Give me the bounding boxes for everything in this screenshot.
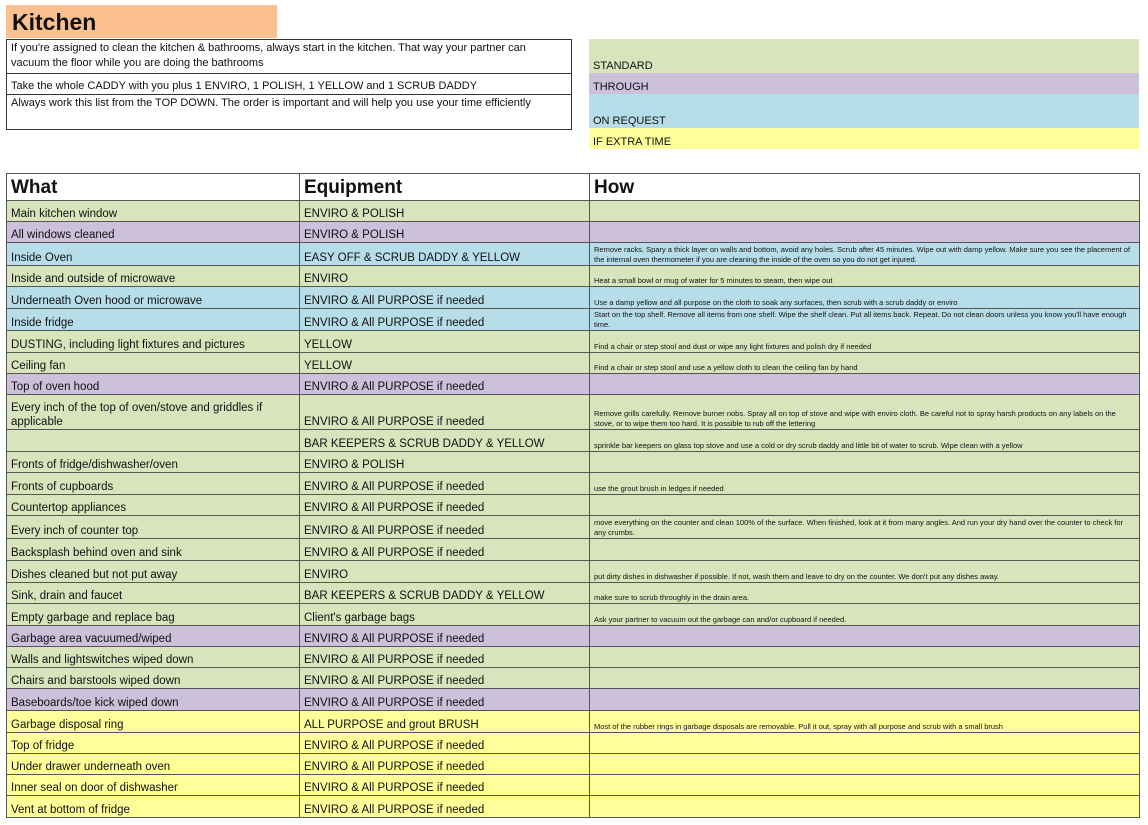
table-row <box>7 331 1140 353</box>
cell-equipment: ENVIRO & All PURPOSE if needed <box>300 733 590 754</box>
cell-how <box>590 733 1140 754</box>
cell-what: Baseboards/toe kick wiped down <box>7 689 300 711</box>
cell-what: Every inch of counter top <box>7 516 300 539</box>
cell-how: make sure to scrub throughly in the drain area. <box>590 583 1140 604</box>
cell-how: Find a chair or step stool and dust or wipe any light fixtures and polish dry if needed <box>590 331 1140 353</box>
cell-equipment: ENVIRO & All PURPOSE if needed <box>300 689 590 711</box>
cell-what: Every inch of the top of oven/stove and griddles if applicable <box>7 395 300 430</box>
cell-equipment: YELLOW <box>300 353 590 374</box>
cell-how <box>590 754 1140 775</box>
cell-equipment: ENVIRO & POLISH <box>300 222 590 243</box>
cell-equipment: Client's garbage bags <box>300 604 590 626</box>
table-row <box>7 561 1140 583</box>
cell-how <box>590 495 1140 516</box>
cell-equipment: ENVIRO <box>300 561 590 583</box>
cell-what: DUSTING, including light fixtures and pictures <box>7 331 300 353</box>
cell-equipment: ENVIRO <box>300 266 590 287</box>
intro-note: If you're assigned to clean the kitchen & bathrooms, always start in the kitchen. That way your partner can vacuum the floor while you are doing the bathrooms <box>7 40 571 74</box>
cell-how <box>590 668 1140 689</box>
intro-note: Take the whole CADDY with you plus 1 ENVIRO, 1 POLISH, 1 YELLOW and 1 SCRUB DADDY <box>7 74 571 95</box>
cell-equipment: ENVIRO & All PURPOSE if needed <box>300 473 590 495</box>
cell-how: Start on the top shelf. Remove all items from one shelf. Wipe the shelf clean. Put all items back. Repeat. Do not clean doors unless you know you'll have enough time. <box>590 309 1140 331</box>
cell-what: Inside fridge <box>7 309 300 331</box>
table-row <box>7 626 1140 647</box>
cell-how <box>590 689 1140 711</box>
cell-equipment: ENVIRO & All PURPOSE if needed <box>300 374 590 395</box>
cell-what: Inside and outside of microwave <box>7 266 300 287</box>
table-row <box>7 711 1140 733</box>
table-row <box>7 796 1140 818</box>
table-row <box>7 733 1140 754</box>
cell-what: Vent at bottom of fridge <box>7 796 300 818</box>
cell-how: sprinkle bar keepers on glass top stove and use a cold or dry scrub daddy and little bit of water to scrub. Wipe clean with a yellow <box>590 430 1140 452</box>
cell-what: Chairs and barstools wiped down <box>7 668 300 689</box>
cell-what: Sink, drain and faucet <box>7 583 300 604</box>
legend-on-request: ON REQUEST <box>589 94 1139 128</box>
cell-equipment: ALL PURPOSE and grout BRUSH <box>300 711 590 733</box>
legend-standard: STANDARD <box>589 39 1139 73</box>
table-row <box>7 754 1140 775</box>
color-legend <box>589 39 1139 149</box>
table-row <box>7 430 1140 452</box>
cell-what: Garbage disposal ring <box>7 711 300 733</box>
header-equipment: Equipment <box>300 174 590 201</box>
cell-what: Inside Oven <box>7 243 300 266</box>
cell-what: Garbage area vacuumed/wiped <box>7 626 300 647</box>
cell-what: Top of oven hood <box>7 374 300 395</box>
cell-how <box>590 626 1140 647</box>
cell-what: Dishes cleaned but not put away <box>7 561 300 583</box>
cell-equipment: ENVIRO & All PURPOSE if needed <box>300 395 590 430</box>
cell-what: Fronts of cupboards <box>7 473 300 495</box>
legend-if-extra-time: IF EXTRA TIME <box>589 128 1139 149</box>
cell-equipment: ENVIRO & All PURPOSE if needed <box>300 309 590 331</box>
table-row <box>7 353 1140 374</box>
cell-how: Use a damp yellow and all purpose on the cloth to soak any surfaces, then scrub with a scrub daddy or enviro <box>590 287 1140 309</box>
cell-equipment: ENVIRO & All PURPOSE if needed <box>300 796 590 818</box>
cell-how <box>590 796 1140 818</box>
cell-equipment: ENVIRO & All PURPOSE if needed <box>300 539 590 561</box>
page-title: Kitchen <box>6 5 277 38</box>
header-what: What <box>7 174 300 201</box>
cell-what: Inner seal on door of dishwasher <box>7 775 300 796</box>
intro-note: Always work this list from the TOP DOWN. The order is important and will help you use your time efficiently <box>7 95 571 130</box>
cell-what: All windows cleaned <box>7 222 300 243</box>
cell-what: Top of fridge <box>7 733 300 754</box>
cell-what: Fronts of fridge/dishwasher/oven <box>7 452 300 473</box>
cell-equipment: ENVIRO & POLISH <box>300 201 590 222</box>
cell-how: move everything on the counter and clean 100% of the surface. When finished, look at it from many angles. And run your dry hand over the counter to check for any crumbs. <box>590 516 1140 539</box>
cell-what: Ceiling fan <box>7 353 300 374</box>
table-row <box>7 309 1140 331</box>
table-row <box>7 604 1140 626</box>
table-row <box>7 516 1140 539</box>
cell-what <box>7 430 300 452</box>
cell-what: Underneath Oven hood or microwave <box>7 287 300 309</box>
cell-what: Countertop appliances <box>7 495 300 516</box>
table-row <box>7 775 1140 796</box>
cell-what: Empty garbage and replace bag <box>7 604 300 626</box>
table-row <box>7 539 1140 561</box>
table-row <box>7 689 1140 711</box>
cell-what: Under drawer underneath oven <box>7 754 300 775</box>
table-row <box>7 668 1140 689</box>
table-row <box>7 452 1140 473</box>
table-row <box>7 266 1140 287</box>
cell-how: put dirty dishes in dishwasher if possible. If not, wash them and leave to dry on the counter. We don't put any dishes away. <box>590 561 1140 583</box>
table-row <box>7 395 1140 430</box>
intro-notes <box>6 39 572 130</box>
cell-how <box>590 222 1140 243</box>
cell-equipment: ENVIRO & All PURPOSE if needed <box>300 668 590 689</box>
cell-equipment: ENVIRO & POLISH <box>300 452 590 473</box>
cell-how: Ask your partner to vacuum out the garbage can and/or cupboard if needed. <box>590 604 1140 626</box>
table-row <box>7 374 1140 395</box>
cell-equipment: ENVIRO & All PURPOSE if needed <box>300 754 590 775</box>
cell-equipment: YELLOW <box>300 331 590 353</box>
cell-equipment: EASY OFF & SCRUB DADDY & YELLOW <box>300 243 590 266</box>
cell-how: use the grout brush in ledges if needed <box>590 473 1140 495</box>
cell-equipment: ENVIRO & All PURPOSE if needed <box>300 495 590 516</box>
cell-equipment: ENVIRO & All PURPOSE if needed <box>300 647 590 668</box>
cell-what: Backsplash behind oven and sink <box>7 539 300 561</box>
cell-how: Remove grills carefully. Remove burner nobs. Spray all on top of stove and wipe with enviro cloth. Be careful not to spray harsh products on any labels on the stove, or to wipe them too hard. It is possible to rub off the lettering <box>590 395 1140 430</box>
cell-equipment: ENVIRO & All PURPOSE if needed <box>300 775 590 796</box>
cell-how: Remove racks. Spary a thick layer on walls and bottom, avoid any holes. Scrub after 45 minutes. Wipe out with damp yellow. Make sure you see the placement of the internal oven thermometer if you are cleaning the inside of the oven so you do not get injured. <box>590 243 1140 266</box>
cell-how <box>590 374 1140 395</box>
cell-equipment: ENVIRO & All PURPOSE if needed <box>300 626 590 647</box>
task-table <box>6 173 1140 818</box>
table-row <box>7 287 1140 309</box>
table-row <box>7 495 1140 516</box>
cell-equipment: ENVIRO & All PURPOSE if needed <box>300 516 590 539</box>
header-how: How <box>590 174 1140 201</box>
cell-equipment: BAR KEEPERS & SCRUB DADDY & YELLOW <box>300 430 590 452</box>
cell-equipment: BAR KEEPERS & SCRUB DADDY & YELLOW <box>300 583 590 604</box>
table-row <box>7 473 1140 495</box>
table-row <box>7 222 1140 243</box>
cell-equipment: ENVIRO & All PURPOSE if needed <box>300 287 590 309</box>
cell-what: Main kitchen window <box>7 201 300 222</box>
cell-how <box>590 539 1140 561</box>
table-header-row <box>7 174 1140 201</box>
cell-how <box>590 647 1140 668</box>
cell-how: Most of the rubber rings in garbage disposals are removable. Pull it out, spray with all purpose and scrub with a small brush <box>590 711 1140 733</box>
cell-what: Walls and lightswitches wiped down <box>7 647 300 668</box>
table-row <box>7 647 1140 668</box>
legend-through: THROUGH <box>589 73 1139 94</box>
table-row <box>7 583 1140 604</box>
cell-how: Heat a small bowl or mug of water for 5 minutes to steam, then wipe out <box>590 266 1140 287</box>
cell-how <box>590 452 1140 473</box>
table-row <box>7 243 1140 266</box>
cell-how <box>590 201 1140 222</box>
table-row <box>7 201 1140 222</box>
cell-how: Find a chair or step stool and use a yellow cloth to clean the ceiling fan by hand <box>590 353 1140 374</box>
cell-how <box>590 775 1140 796</box>
